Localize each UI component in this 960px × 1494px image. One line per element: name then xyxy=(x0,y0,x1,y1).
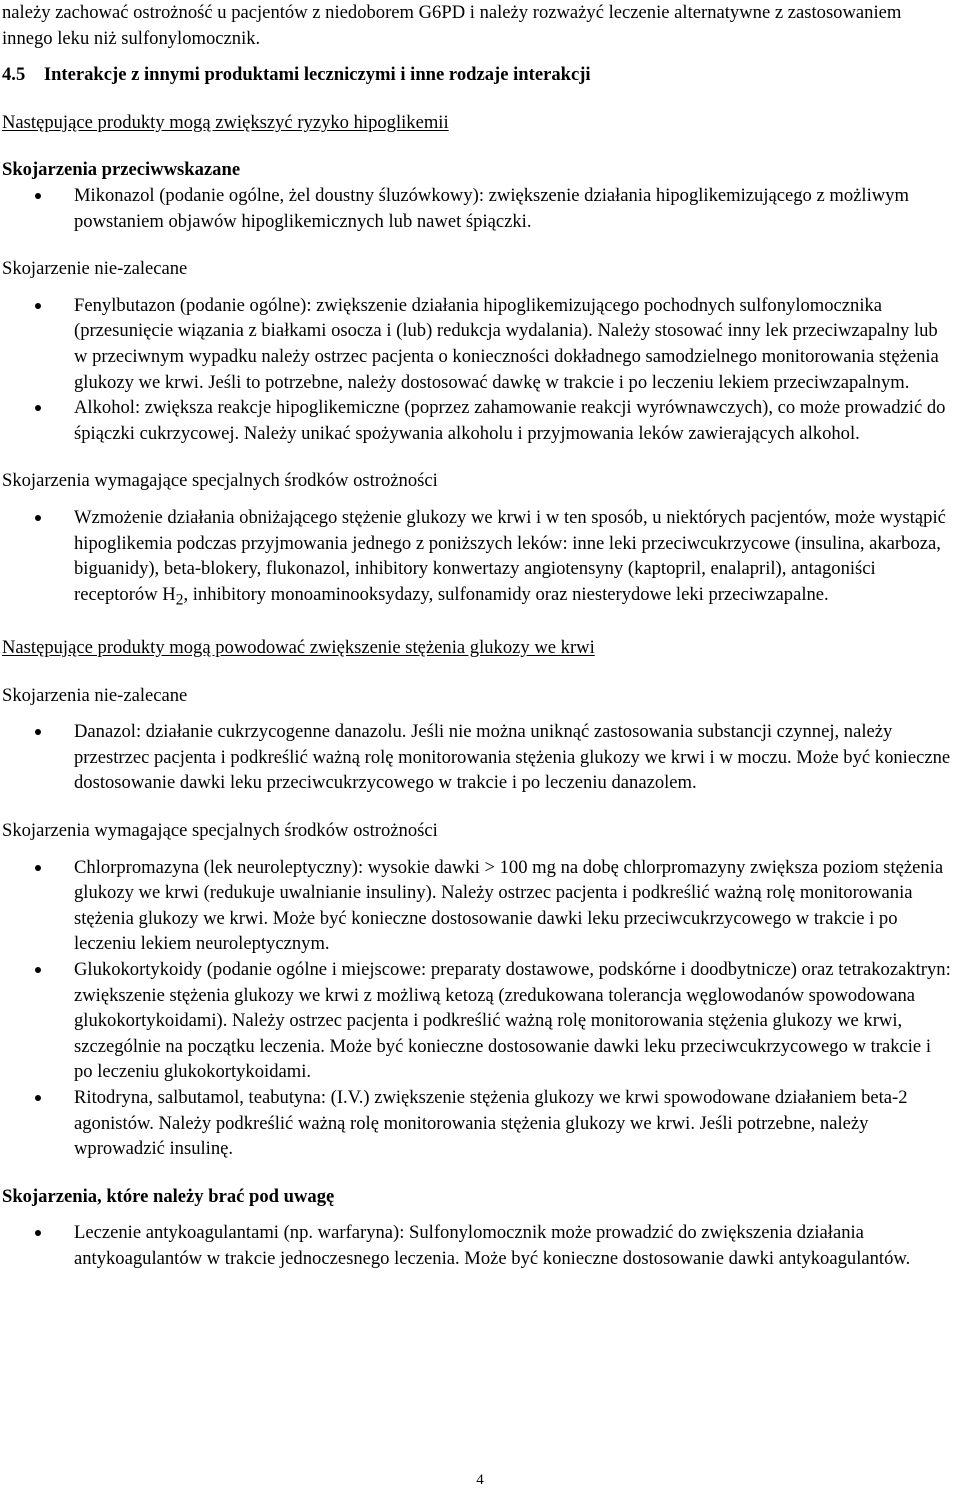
precautions-list xyxy=(2,505,954,613)
not-recommended-list-2 xyxy=(2,719,954,796)
precautions-list-2 xyxy=(2,855,954,1162)
group-heading-hyperglycemia: Następujące produkty mogą powodować zwiększenie stężenia glukozy we krwi xyxy=(2,637,595,658)
subheading-not-recommended-2: Skojarzenia nie-zalecane xyxy=(2,684,188,706)
list-item: Mikonazol (podanie ogólne, żel doustny śluzówkowy): zwiększenie działania hipoglikemizującego z możliwym powstaniem objawów hipoglikemicznych lub nawet śpiączki. xyxy=(2,183,954,234)
section-number: 4.5 xyxy=(2,64,26,86)
list-item xyxy=(2,505,954,613)
list-item: Fenylbutazon (podanie ogólne): zwiększenie działania hipoglikemizującego pochodnych sulfonylomocznika (przesunięcie wiązania z białkami osocza i (lub) redukcja wydalania). Należy stosować inny lek przeciwzapalny lub w przeciwnym wypadku należy ostrzec pacjenta o konieczności dokładnego samodzielnego monitorowania stężenia glukozy we krwi. Jeśli to potrzebne, należy dostosować dawkę w trakcie i po leczeniu lekiem przeciwzapalnym. xyxy=(2,293,954,395)
consider-list xyxy=(2,1220,954,1271)
list-item: Chlorpromazyna (lek neuroleptyczny): wysokie dawki > 100 mg na dobę chlorpromazyny zwiększa poziom stężenia glukozy we krwi (redukuje uwalnianie insuliny). Należy ostrzec pacjenta i podkreślić ważną rolę monitorowania stężenia glukozy we krwi. Może być konieczne dostosowanie dawki leku przeciwcukrzycowego w trakcie i po leczeniu lekiem neuroleptycznym. xyxy=(2,855,954,957)
list-item: Alkohol: zwiększa reakcje hipoglikemiczne (poprzez zahamowanie reakcji wyrównawczych), co może prowadzić do śpiączki cukrzycowej. Należy unikać spożywania alkoholu i przyjmowania leków zawierających alkohol. xyxy=(2,395,954,446)
contraindicated-list xyxy=(2,183,954,234)
subheading-not-recommended: Skojarzenie nie-zalecane xyxy=(2,258,188,280)
page-number: 4 xyxy=(476,1472,484,1488)
section-heading xyxy=(2,62,954,88)
item-text: , inhibitory monoaminooksydazy, sulfonamidy oraz niesterydowe leki przeciwzapalne. xyxy=(183,583,829,605)
list-item: Glukokortykoidy (podanie ogólne i miejscowe: preparaty dostawowe, podskórne i doodbytnicze) oraz tetrakozaktryn: zwiększenie stężenia glukozy we krwi z możliwą ketozą (zredukowana tolerancja węglowodanów spowodowana glukokortykoidami). Należy ostrzec pacjenta i podkreślić ważną rolę monitorowania stężenia glukozy we krwi, szczególnie na początku leczenia. Może być konieczne dostosowanie dawki leku przeciwcukrzycowego w trakcie i po leczeniu glukokortykoidami. xyxy=(2,957,954,1085)
item-text: Wzmożenie działania obniżającego stężenie glukozy we krwi i w ten sposób, u niektórych pacjentów, może wystąpić hipoglikemia podczas przyjmowania jednego z poniższych leków: inne leki przeciwcukrzycowe (insulina, akarboza, biguanidy), beta-blokery, flukonazol, inhibitory konwertazy angiotensyny (kaptopril, enalapril), antagoniści receptorów H xyxy=(74,506,946,605)
subheading-consider: Skojarzenia, które należy brać pod uwagę xyxy=(2,1185,335,1207)
intro-paragraph: należy zachować ostrożność u pacjentów z niedoborem G6PD i należy rozważyć leczenie alternatywne z zastosowaniem innego leku niż sulfonylomocznik. xyxy=(2,2,902,49)
subheading-precautions-2: Skojarzenia wymagające specjalnych środków ostrożności xyxy=(2,819,438,841)
subheading-precautions: Skojarzenia wymagające specjalnych środków ostrożności xyxy=(2,470,438,492)
not-recommended-list xyxy=(2,293,954,447)
subscript: 2 xyxy=(175,591,184,609)
section-title: Interakcje z innymi produktami leczniczymi i inne rodzaje interakcji xyxy=(43,64,591,86)
list-item: Leczenie antykoagulantami (np. warfaryna): Sulfonylomocznik może prowadzić do zwiększenia działania antykoagulantów w trakcie jednoczesnego leczenia. Może być konieczne dostosowanie dawki antykoagulantów. xyxy=(2,1220,954,1271)
subheading-contraindicated: Skojarzenia przeciwwskazane xyxy=(2,159,241,181)
list-item: Ritodryna, salbutamol, teabutyna: (I.V.) zwiększenie stężenia glukozy we krwi spowodowane działaniem beta-2 agonistów. Należy podkreślić ważną rolę monitorowania stężenia glukozy we krwi. Jeśli potrzebne, należy wprowadzić insulinę. xyxy=(2,1085,954,1162)
group-heading-hypoglycemia: Następujące produkty mogą zwiększyć ryzyko hipoglikemii xyxy=(2,111,449,133)
list-item: Danazol: działanie cukrzycogenne danazolu. Jeśli nie można uniknąć zastosowania substancji czynnej, należy przestrzec pacjenta i podkreślić ważną rolę monitorowania stężenia glukozy we krwi i w moczu. Może być konieczne dostosowanie dawki leku przeciwcukrzycowego w trakcie i po leczeniu danazolem. xyxy=(2,719,954,796)
